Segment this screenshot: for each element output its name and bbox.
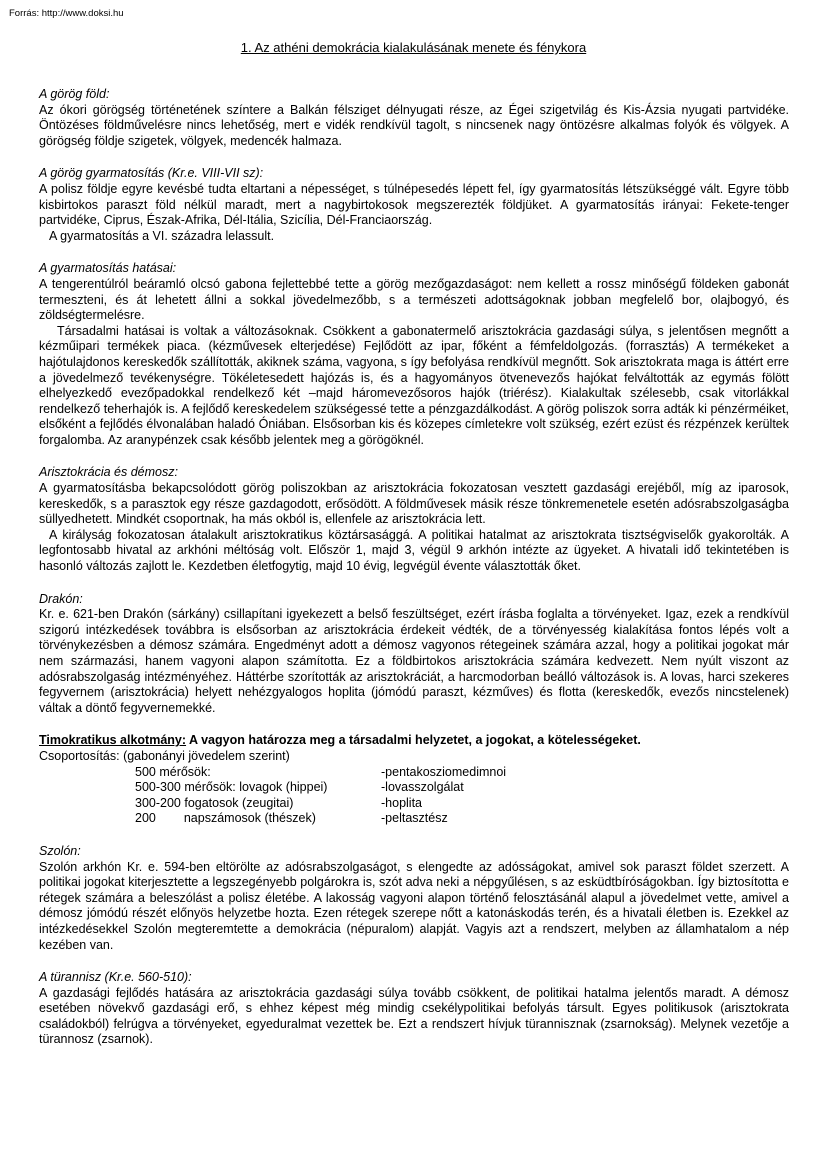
class-amount: 200 xyxy=(135,811,156,826)
source-note: Forrás: http://www.doksi.hu xyxy=(9,8,124,19)
grouping-line: Csoportosítás: (gabonányi jövedelem szerint) xyxy=(39,748,290,763)
paragraph: Szolón arkhón Kr. e. 594-ben eltörölte az adósrabszolgaságot, s elengedte az adósságokat, amivel sok paraszt földet szerzett. A politikai jogokat kiterjesztette a legszegényebb polgárokra is, szót adva neki a népgyűlésen, s az esküdtbíróságokban. Így biztosította e rétegek számára a beleszólást a polisz életébe. A lakosság vagyoni alapon történő felosztásánál alapul a jövedelmet vette, amivel a démosz jómódú részét előnyös helyzetbe hozta. Ezen rétegek szerepe nőtt a katonáskodás terén, és a hivatali életben is. Ezekkel az intézkedésekkel Szolón megteremtette a demokrácia (népuralom) alapját. Vagyis azt a rendszert, melyben az államhatalom a nép kezében van. xyxy=(39,859,789,952)
table-row xyxy=(135,811,506,827)
section-heading: A görög gyarmatosítás (Kr.e. VIII-VII sz): xyxy=(39,166,264,181)
section-solon xyxy=(39,844,789,953)
section-tyranny xyxy=(39,970,789,1048)
section-greek-land xyxy=(39,87,789,149)
paragraph: A gyarmatosítás a VI. századra lelassult. xyxy=(49,228,275,243)
class-role: -peltasztész xyxy=(381,811,448,826)
timocratic-title xyxy=(39,733,789,749)
section-heading: A gyarmatosítás hatásai: xyxy=(39,261,177,276)
class-name: 500 mérősök: xyxy=(135,764,211,779)
section-heading: A türannisz (Kr.e. 560-510): xyxy=(39,970,192,985)
timocratic-title-text: A vagyon határozza meg a társadalmi helyzetet, a jogokat, a kötelességeket. xyxy=(186,733,641,748)
section-heading: Drakón: xyxy=(39,591,83,606)
section-heading: A görög föld: xyxy=(39,87,110,101)
class-name: 300-200 fogatosok (zeugitai) xyxy=(135,795,294,810)
paragraph: A gazdasági fejlődés hatására az arisztokrácia gazdasági súlya tovább csökkent, de politikai hatalma jelentős maradt. A démosz esetében növekvő gazdasági erő, s ehhez képest még mindig csekélypolitikai befolyás társult. Egyes politikusok (arisztokrata családokból) felrúgva a törvényeket, egyeduralmat vezettek be. Ezt a rendszert hívjuk türannisznak (zsarnokság). Melynek vezetője a türannosz (zsarnok). xyxy=(39,985,789,1047)
section-colonization-effects xyxy=(39,261,789,448)
property-classes-table xyxy=(135,765,506,827)
section-heading: Arisztokrácia és démosz: xyxy=(39,465,178,480)
class-role: -pentakosziomedimnoi xyxy=(381,764,507,779)
section-timocratic-constitution xyxy=(39,733,789,827)
paragraph: A királyság fokozatosan átalakult arisztokratikus köztársasággá. A politikai hatalmat az arisztokrata tisztségviselők gyakorolták. A legfontosabb hivatal az arkhóni méltóság volt. Először 1, majd 3, végül 9 arkhón intézte az ügyeket. A hivatali idő tekintetében is hasonló változás zajlott le. Kezdetben életfogytig, majd 10 évig, legvégül évente választották őket. xyxy=(39,527,789,574)
paragraph: Az ókori görögség történetének színtere a Balkán félsziget délnyugati része, az Égei szigetvilág és Kis-Ázsia nyugati partvidéke. Öntözéses földművelésre nincs lehetőség, mert e vidék rendkívül tagolt, s nincsenek nagy öntözésre alkalmas folyók és völgyek. A görögség földje szigetek, völgyek, medencék halmaza. xyxy=(39,102,789,148)
paragraph: Társadalmi hatásai is voltak a változásoknak. Csökkent a gabonatermelő arisztokrácia gazdasági súlya, s jelentősen megnőtt a kézműipari termékek piaca. (kézművesek elterjedése) Fejlődött az ipar, főként a fémfeldolgozás. (forrasztás) A termékeket a hajótulajdonos kereskedők szállították, akiknek száma, vagyona, s így befolyása rendkívül megnőtt. Sok arisztokrata maga is áttért erre a jövedelmező tevékenységre. Tökéletesedett hajózás is, és a hagyományos ötvenevezős hajókat felváltották az egymás fölött elhelyezkedő evezőpadokkal rendelkező két –majd háromevezősoros hajók (triérész). Kialakultak szélesebb, csak vitorlákkal rendelkező teherhajók is. A fejlődő kereskedelem szükségessé tette a pénzgazdálkodást. A görög poliszok sorra adták ki pénzérméiket, elsőként a fejlődés élvonalában haladó Óniában. Elsősorban kis és közepes címletekre volt szükség, ezért ezüst és rézpénzek kerültek forgalomba. Az aranypénzek csak később jelentek meg a görögöknél. xyxy=(39,323,789,447)
page-title: 1. Az athéni demokrácia kialakulásának menete és fénykora xyxy=(240,40,587,55)
class-role: -hoplita xyxy=(381,795,422,810)
class-label: napszámosok (thészek) xyxy=(183,811,316,826)
paragraph: Kr. e. 621-ben Drakón (sárkány) csillapítani igyekezett a belső feszültséget, ezért írásba foglalta a törvényeket. Igaz, ezek a rendkívül szigorú intézkedések továbbra is elsősorban az arisztokrácia érdekeit védték, de a törvényesség kialakítása fontos lépés volt a törvénykezésben a démosz számára. Engedményt adott a démosz vagyonos rétegeinek számára azzal, hogy a politikai jogokat már nem származási, hanem vagyoni alapon számította. Ez a földbirtokos arisztokrácia számára kedvezett. Nem nyúlt viszont az adósrabszolgaság intézményéhez. Háttérbe szorították az arisztokráciát, a harcmodorban beálló változások is. A lovas, harci szekeres fegyvernem (arisztokrácia) helyett nehézgyalogos hoplita (jómódú paraszt, kézműves) és flotta (kereskedők, evezős nincstelenek) váltak a döntő fegyvernemekké. xyxy=(39,607,789,715)
paragraph: A tengerentúlról beáramló olcsó gabona fejlettebbé tette a görög mezőgazdaságot: nem kellett a rossz minőségű földeken gabonát termeszteni, és át lehetett állni a sokkal jövedelmezőbb, s a természeti adottságoknak jobban megfelelő bor, olajbogyó, és zöldségtermelésre. xyxy=(39,276,789,323)
class-role: -lovasszolgálat xyxy=(381,780,464,795)
document-body xyxy=(39,87,789,1065)
paragraph: A gyarmatosításba bekapcsolódott görög poliszokban az arisztokrácia fokozatosan vesztett gazdasági erejéből, míg az iparosok, kereskedők, s a parasztok egy része gazdagodott, erősödött. A földművesek másik része tönkremenetele esetén adósrabszolgaságba süllyedhetett. Mindkét csoportnak, ha más okból is, ellenfele az arisztokrácia lett. xyxy=(39,481,789,527)
timocratic-title-label: Timokratikus alkotmány: xyxy=(39,733,187,748)
paragraph: A polisz földje egyre kevésbé tudta eltartani a népességet, s túlnépesedés lépett fel, így gyarmatosítás létszükséggé vált. Egyre több kisbirtokos paraszt föld nélkül maradt, mert a nagybirtokosok megszerezték földjüket. A gyarmatosítás irányai: Fekete-tenger partvidéke, Ciprus, Észak-Afrika, Dél-Itália, Szicília, Dél-Franciaország. xyxy=(39,181,789,228)
class-name xyxy=(135,811,381,827)
section-aristocracy-demos xyxy=(39,465,789,574)
section-drakon xyxy=(39,592,789,717)
table-row xyxy=(135,796,506,812)
table-row xyxy=(135,780,506,796)
section-heading: Szolón: xyxy=(39,843,81,858)
class-name: 500-300 mérősök: lovagok (hippei) xyxy=(135,780,328,795)
section-colonization xyxy=(39,166,789,244)
table-row xyxy=(135,765,506,781)
